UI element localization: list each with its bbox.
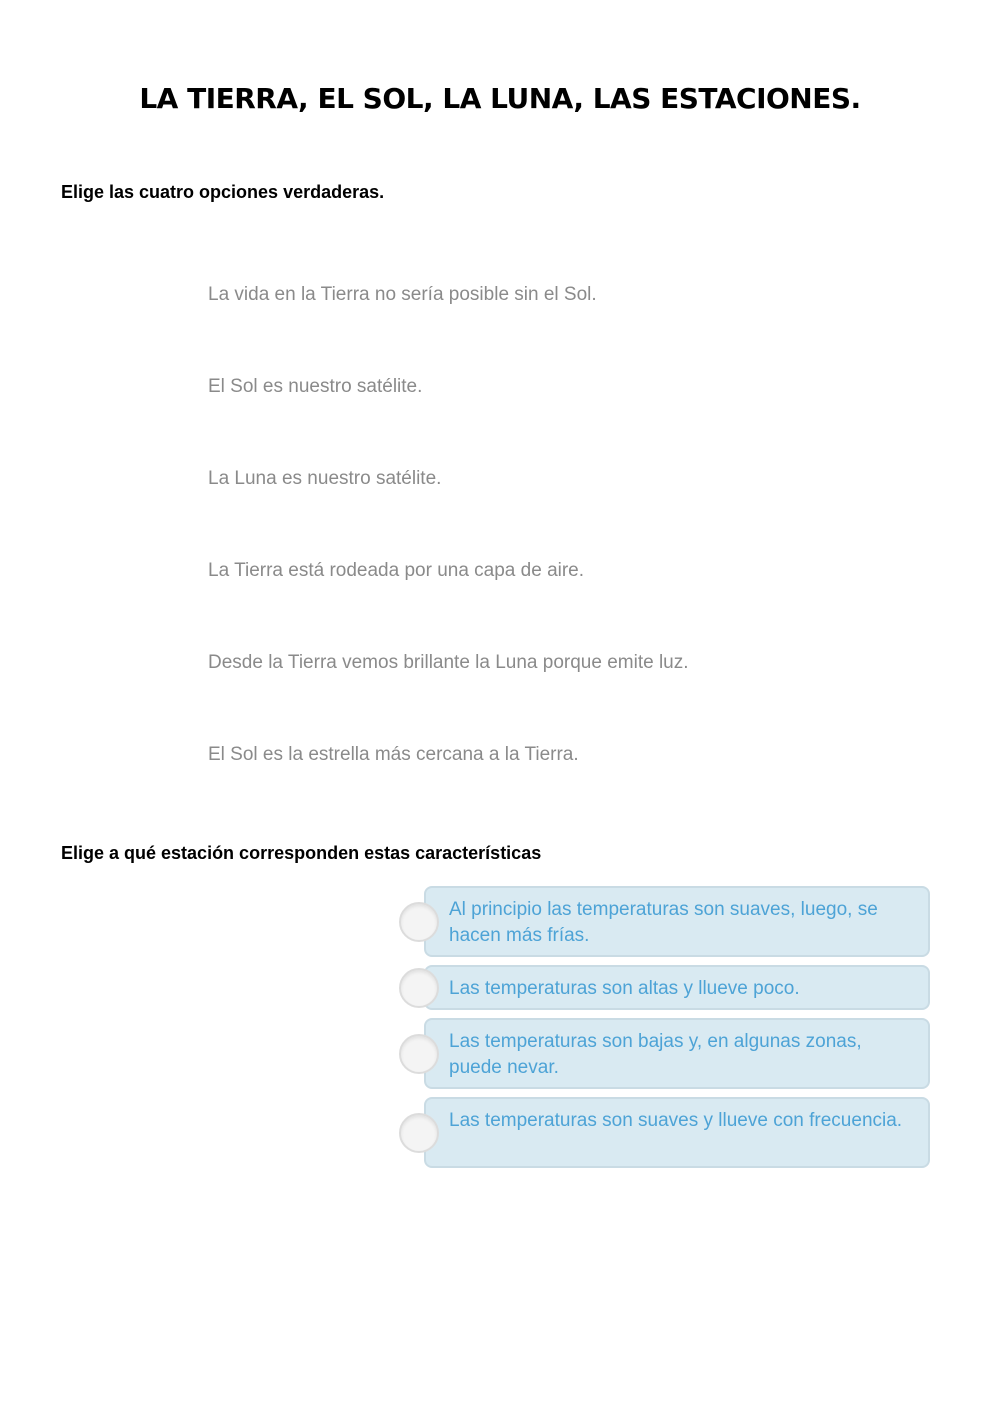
season-card[interactable] [399,1097,930,1168]
season-card[interactable] [399,965,930,1010]
radio-handle[interactable] [399,968,439,1008]
instruction-seasons: Elige a qué estación corresponden estas características [61,843,542,863]
option-item[interactable]: La Tierra está rodeada por una capa de aire. [208,560,585,581]
radio-handle[interactable] [399,902,439,942]
page-title: LA TIERRA, EL SOL, LA LUNA, LAS ESTACIONES. [139,82,861,115]
season-card[interactable] [399,886,930,957]
season-card-text: Las temperaturas son suaves y llueve con frecuencia. [424,1097,930,1168]
season-card-text: Las temperaturas son altas y llueve poco. [424,965,930,1010]
true-false-options-list [208,283,689,835]
season-card-text: Al principio las temperaturas son suaves, luego, se hacen más frías. [424,886,930,957]
season-cards-list [399,886,930,1176]
radio-handle[interactable] [399,1034,439,1074]
option-item[interactable]: La Luna es nuestro satélite. [208,468,442,489]
option-item[interactable]: Desde la Tierra vemos brillante la Luna porque emite luz. [208,652,689,673]
option-item[interactable]: La vida en la Tierra no sería posible sin el Sol. [208,284,597,305]
option-item[interactable]: El Sol es nuestro satélite. [208,376,423,397]
season-card[interactable] [399,1018,930,1089]
season-card-text: Las temperaturas son bajas y, en algunas zonas, puede nevar. [424,1018,930,1089]
radio-handle[interactable] [399,1113,439,1153]
option-item[interactable]: El Sol es la estrella más cercana a la Tierra. [208,744,579,765]
instruction-true-options: Elige las cuatro opciones verdaderas. [61,182,385,202]
